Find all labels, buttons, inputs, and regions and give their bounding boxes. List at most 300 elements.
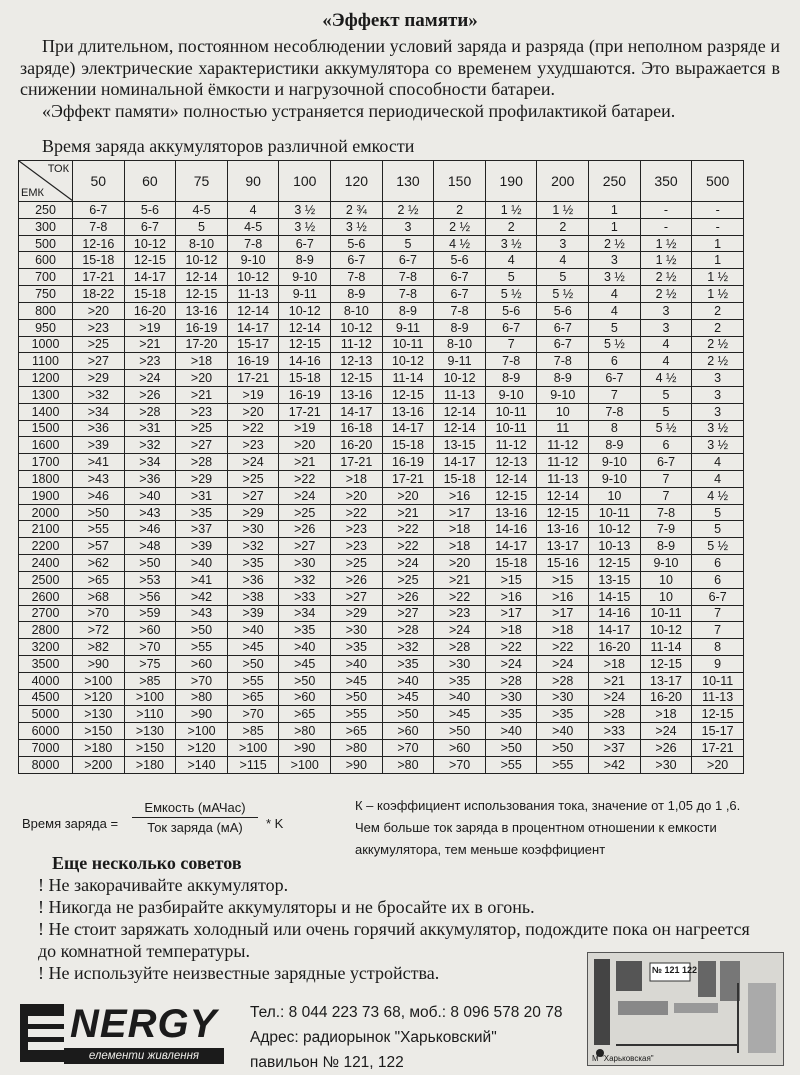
charge-time-cell: >150 <box>73 723 125 740</box>
charge-time-cell: >45 <box>227 639 279 656</box>
charge-time-cell: 5 <box>692 521 744 538</box>
charge-time-cell: >33 <box>279 588 331 605</box>
charge-time-cell: >20 <box>227 403 279 420</box>
charge-time-cell: >23 <box>227 437 279 454</box>
charge-time-cell: 4 <box>640 336 692 353</box>
tip-item: ! Не используйте неизвестные зарядные устройства. <box>38 963 440 983</box>
intro-paragraph-1: При длительном, постоянном несоблюдении условий заряда и разряда (при неполном разряде и заряде) электрические характеристики аккумулятора со временем ухудшаются. Это выражается в снижении номинальной ёмкости и нагрузочной способности батареи. <box>20 36 780 99</box>
row-header-capacity: 3500 <box>19 655 73 672</box>
row-header-capacity: 1000 <box>19 336 73 353</box>
charge-time-cell: 7-8 <box>537 353 589 370</box>
charge-time-cell: >23 <box>124 353 176 370</box>
charge-time-cell: 5 ½ <box>537 286 589 303</box>
charge-time-cell: 1 <box>692 235 744 252</box>
charge-time-cell: 15-18 <box>124 286 176 303</box>
charge-time-cell: >55 <box>227 672 279 689</box>
charge-time-cell: 5-6 <box>485 302 537 319</box>
charge-time-cell: >23 <box>331 521 383 538</box>
charge-time-cell: 7-8 <box>382 269 434 286</box>
charge-time-cell: 12-14 <box>279 319 331 336</box>
row-header-capacity: 1600 <box>19 437 73 454</box>
charge-time-cell: >150 <box>124 740 176 757</box>
charge-time-cell: 2 ½ <box>589 235 641 252</box>
charge-time-cell: >17 <box>434 504 486 521</box>
charge-time-cell: >37 <box>176 521 228 538</box>
charge-time-cell: >27 <box>176 437 228 454</box>
table-row <box>19 286 744 303</box>
charge-time-cell: 16-20 <box>331 437 383 454</box>
charge-time-cell: >30 <box>279 555 331 572</box>
charge-time-cell: 17-20 <box>176 336 228 353</box>
charge-time-cell: >24 <box>434 622 486 639</box>
charge-time-cell: 9 <box>692 655 744 672</box>
charge-time-cell: 14-16 <box>589 605 641 622</box>
row-header-capacity: 1700 <box>19 454 73 471</box>
charge-time-cell: 10-12 <box>589 521 641 538</box>
charge-time-cell: 4 <box>589 286 641 303</box>
column-header-current: 150 <box>434 161 486 202</box>
charge-time-cell: >17 <box>485 605 537 622</box>
charge-time-cell: 8-10 <box>331 302 383 319</box>
charge-time-cell: >24 <box>485 655 537 672</box>
charge-time-cell: 3 <box>692 370 744 387</box>
charge-time-cell: 11-12 <box>537 454 589 471</box>
charge-time-cell: >50 <box>176 622 228 639</box>
charge-time-cell: 5 <box>176 218 228 235</box>
charge-time-cell: >15 <box>537 571 589 588</box>
charge-time-cell: 16-19 <box>227 353 279 370</box>
charge-time-cell: >120 <box>73 689 125 706</box>
row-header-capacity: 500 <box>19 235 73 252</box>
table-row <box>19 571 744 588</box>
charge-time-cell: >40 <box>279 639 331 656</box>
charge-time-cell: 1 ½ <box>692 269 744 286</box>
charge-time-cell: 12-15 <box>640 655 692 672</box>
charge-time-cell: 5 ½ <box>589 336 641 353</box>
charge-time-cell: 14-17 <box>227 319 279 336</box>
charge-time-cell: >80 <box>279 723 331 740</box>
charge-time-cell: 14-17 <box>382 420 434 437</box>
charge-time-cell: 5 <box>589 319 641 336</box>
charge-time-cell: >33 <box>589 723 641 740</box>
charge-time-cell: >40 <box>176 555 228 572</box>
charge-time-cell: 6-7 <box>279 235 331 252</box>
charge-time-cell: 4 ½ <box>640 370 692 387</box>
charge-time-cell: >80 <box>176 689 228 706</box>
row-header-capacity: 5000 <box>19 706 73 723</box>
column-header-current: 50 <box>73 161 125 202</box>
charge-time-cell: >22 <box>434 588 486 605</box>
charge-time-cell: 14-17 <box>124 269 176 286</box>
charge-time-cell: >26 <box>279 521 331 538</box>
charge-time-cell: >130 <box>124 723 176 740</box>
row-header-capacity: 700 <box>19 269 73 286</box>
tip-item: ! Никогда не разбирайте аккумуляторы и не бросайте их в огонь. <box>38 897 535 917</box>
charge-time-cell: >60 <box>279 689 331 706</box>
charge-time-cell: 14-16 <box>279 353 331 370</box>
charge-time-cell: >24 <box>589 689 641 706</box>
charge-time-cell: >90 <box>73 655 125 672</box>
column-header-current: 60 <box>124 161 176 202</box>
row-header-capacity: 750 <box>19 286 73 303</box>
charge-time-cell: >31 <box>176 487 228 504</box>
charge-time-cell: 12-14 <box>176 269 228 286</box>
charge-time-cell: >24 <box>537 655 589 672</box>
charge-time-cell: 17-21 <box>382 471 434 488</box>
map-marker: № 121 122 <box>652 965 698 975</box>
charge-time-cell: >25 <box>331 555 383 572</box>
charge-time-cell: 3 <box>640 302 692 319</box>
row-header-capacity: 2100 <box>19 521 73 538</box>
charge-time-cell: >32 <box>382 639 434 656</box>
column-header-current: 120 <box>331 161 383 202</box>
charge-time-cell: >60 <box>382 723 434 740</box>
table-corner-cell <box>19 161 73 202</box>
charge-time-cell: 12-16 <box>73 235 125 252</box>
charge-time-cell: 16-20 <box>589 639 641 656</box>
charge-time-cell: >24 <box>124 370 176 387</box>
charge-time-cell: 13-15 <box>434 437 486 454</box>
charge-time-cell: 8-9 <box>537 370 589 387</box>
charge-time-cell: 4 <box>227 202 279 219</box>
charge-time-cell: >70 <box>73 605 125 622</box>
charge-time-cell: 12-15 <box>382 386 434 403</box>
charge-time-cell: 12-15 <box>176 286 228 303</box>
charge-time-cell: >25 <box>73 336 125 353</box>
charge-time-cell: >140 <box>176 756 228 773</box>
row-header-capacity: 300 <box>19 218 73 235</box>
charge-time-cell: 5-6 <box>331 235 383 252</box>
charge-time-cell: >15 <box>485 571 537 588</box>
charge-time-cell: 4 <box>485 252 537 269</box>
charge-time-cell: >85 <box>227 723 279 740</box>
charge-time-cell: 7 <box>589 386 641 403</box>
charge-time-cell: >27 <box>279 538 331 555</box>
charge-time-cell: 10-13 <box>589 538 641 555</box>
row-header-capacity: 2800 <box>19 622 73 639</box>
charge-time-cell: 3 ½ <box>692 420 744 437</box>
charge-time-cell: >18 <box>485 622 537 639</box>
table-row <box>19 487 744 504</box>
charge-time-cell: >24 <box>640 723 692 740</box>
charge-time-cell: >30 <box>640 756 692 773</box>
charge-time-cell: >26 <box>640 740 692 757</box>
table-header-row <box>19 161 744 202</box>
charge-time-cell: >30 <box>434 655 486 672</box>
table-row <box>19 269 744 286</box>
charge-time-cell: >45 <box>331 672 383 689</box>
charge-time-cell: 6-7 <box>640 454 692 471</box>
charge-time-cell: >80 <box>331 740 383 757</box>
charge-time-cell: 8-10 <box>434 336 486 353</box>
charge-time-cell: 7-8 <box>434 302 486 319</box>
charge-time-cell: 13-15 <box>589 571 641 588</box>
charge-time-cell: 17-21 <box>331 454 383 471</box>
charge-time-cell: 15-17 <box>692 723 744 740</box>
charge-time-cell: >50 <box>485 740 537 757</box>
charge-time-cell: >25 <box>382 571 434 588</box>
charge-time-cell: >90 <box>176 706 228 723</box>
table-row <box>19 319 744 336</box>
charge-time-cell: >34 <box>73 403 125 420</box>
formula-label: Время заряда = <box>22 816 119 831</box>
charge-time-cell: >62 <box>73 555 125 572</box>
charge-time-cell: >56 <box>124 588 176 605</box>
table-row <box>19 689 744 706</box>
charge-time-cell: 3 ½ <box>279 218 331 235</box>
charge-time-cell: 4-5 <box>176 202 228 219</box>
charge-time-cell: 6-7 <box>331 252 383 269</box>
charge-time-cell: >38 <box>227 588 279 605</box>
row-header-capacity: 8000 <box>19 756 73 773</box>
charge-time-cell: 7 <box>692 605 744 622</box>
charge-time-cell: 6 <box>692 555 744 572</box>
logo-subtitle: елементи живлення <box>64 1048 224 1064</box>
charge-time-cell: >21 <box>382 504 434 521</box>
row-header-capacity: 2700 <box>19 605 73 622</box>
charge-time-cell: >70 <box>124 639 176 656</box>
charge-time-cell: 7-8 <box>485 353 537 370</box>
charge-time-cell: 6-7 <box>692 588 744 605</box>
table-row <box>19 420 744 437</box>
table-row <box>19 672 744 689</box>
charge-time-cell: >40 <box>382 672 434 689</box>
charge-time-cell: >115 <box>227 756 279 773</box>
charge-time-cell: 8-9 <box>589 437 641 454</box>
column-header-current: 75 <box>176 161 228 202</box>
charge-time-cell: 12-13 <box>331 353 383 370</box>
charge-time-cell: 13-16 <box>485 504 537 521</box>
charge-time-cell: 16-18 <box>331 420 383 437</box>
charge-time-cell: >42 <box>176 588 228 605</box>
charge-time-cell: >18 <box>176 353 228 370</box>
charge-time-cell: >20 <box>692 756 744 773</box>
charge-time-cell: >70 <box>176 672 228 689</box>
table-row <box>19 235 744 252</box>
charge-time-cell: 13-16 <box>331 386 383 403</box>
charge-time-cell: >110 <box>124 706 176 723</box>
charge-time-cell: 16-19 <box>279 386 331 403</box>
charge-time-cell: >40 <box>537 723 589 740</box>
row-header-capacity: 600 <box>19 252 73 269</box>
charge-time-cell: 5-6 <box>434 252 486 269</box>
charge-time-cell: 10-11 <box>485 403 537 420</box>
charge-time-cell: 11-14 <box>382 370 434 387</box>
table-row <box>19 454 744 471</box>
charge-time-cell: >41 <box>73 454 125 471</box>
coefficient-note: К – коэффициент использования тока, значение от 1,05 до 1 ,6. Чем больше ток заряда в процентном отношении к емкости аккумулятора, тем меньше коэффициент <box>355 798 741 857</box>
charge-time-cell: >36 <box>227 571 279 588</box>
charge-time-cell: 15-18 <box>73 252 125 269</box>
charge-time-cell: >24 <box>382 555 434 572</box>
charge-time-cell: 12-14 <box>227 302 279 319</box>
row-header-capacity: 2500 <box>19 571 73 588</box>
charge-time-cell: >18 <box>331 471 383 488</box>
charge-time-cell: >20 <box>279 437 331 454</box>
charge-time-cell: 4 <box>692 471 744 488</box>
charge-time-cell: >19 <box>124 319 176 336</box>
charge-time-cell: >28 <box>434 639 486 656</box>
charge-time-cell: 3 ½ <box>589 269 641 286</box>
charge-time-cell: 17-21 <box>227 370 279 387</box>
row-header-capacity: 2600 <box>19 588 73 605</box>
table-row <box>19 538 744 555</box>
charge-time-cell: >22 <box>382 521 434 538</box>
charge-time-cell: >22 <box>279 471 331 488</box>
charge-time-cell: 4 ½ <box>434 235 486 252</box>
charge-time-cell: 10-12 <box>331 319 383 336</box>
charge-time-cell: >18 <box>640 706 692 723</box>
table-row <box>19 437 744 454</box>
charge-time-cell: 1 ½ <box>692 286 744 303</box>
charge-time-cell: >34 <box>124 454 176 471</box>
charge-time-cell: >32 <box>279 571 331 588</box>
charge-time-cell: 2 ½ <box>640 286 692 303</box>
charge-time-cell: >35 <box>382 655 434 672</box>
charge-time-cell: >120 <box>176 740 228 757</box>
table-row <box>19 471 744 488</box>
charge-time-cell: 2 ½ <box>640 269 692 286</box>
table-row <box>19 605 744 622</box>
contact-address: Адрес: радиорынок "Харьковский" <box>250 1029 497 1046</box>
charge-time-cell: >20 <box>382 487 434 504</box>
table-row <box>19 302 744 319</box>
charge-time-cell: 5 <box>537 269 589 286</box>
charge-time-cell: >70 <box>227 706 279 723</box>
charge-time-cell: >30 <box>537 689 589 706</box>
charge-time-table <box>18 160 744 774</box>
charge-time-cell: 3 <box>692 386 744 403</box>
charge-time-cell: >85 <box>124 672 176 689</box>
charge-time-cell: 6 <box>589 353 641 370</box>
row-header-capacity: 7000 <box>19 740 73 757</box>
charge-time-cell: 7-8 <box>589 403 641 420</box>
charge-time-cell: 5-6 <box>124 202 176 219</box>
charge-time-cell: 2 ½ <box>434 218 486 235</box>
charge-time-cell: >20 <box>434 555 486 572</box>
charge-time-cell: 8 <box>589 420 641 437</box>
charge-time-cell: >100 <box>227 740 279 757</box>
charge-time-cell: 4 <box>589 302 641 319</box>
charge-time-cell: >30 <box>485 689 537 706</box>
charge-time-cell: 11-14 <box>640 639 692 656</box>
charge-time-cell: 3 <box>692 403 744 420</box>
charge-time-cell: >29 <box>176 471 228 488</box>
charge-time-cell: 9-10 <box>640 555 692 572</box>
charge-time-cell: 5 <box>640 403 692 420</box>
charge-time-cell: 2 <box>485 218 537 235</box>
charge-time-cell: 7 <box>485 336 537 353</box>
charge-time-cell: >100 <box>124 689 176 706</box>
charge-time-cell: 12-15 <box>589 555 641 572</box>
charge-time-cell: >28 <box>382 622 434 639</box>
charge-time-cell: >70 <box>382 740 434 757</box>
charge-time-cell: 14-17 <box>434 454 486 471</box>
charge-time-cell: >34 <box>279 605 331 622</box>
charge-time-cell: 10-12 <box>124 235 176 252</box>
charge-time-cell: 2 <box>434 202 486 219</box>
charge-time-cell: 5 <box>692 504 744 521</box>
charge-time-cell: 6-7 <box>485 319 537 336</box>
charge-time-cell: >55 <box>331 706 383 723</box>
charge-time-cell: 7 <box>692 622 744 639</box>
charge-time-cell: 2 ½ <box>382 202 434 219</box>
charge-time-cell: 9-10 <box>279 269 331 286</box>
charge-time-cell: >40 <box>331 655 383 672</box>
charge-time-cell: >28 <box>537 672 589 689</box>
charge-time-cell: >90 <box>331 756 383 773</box>
charge-time-cell: 6-7 <box>589 370 641 387</box>
charge-time-cell: - <box>692 218 744 235</box>
charge-time-cell: 12-15 <box>537 504 589 521</box>
charge-time-cell: >60 <box>434 740 486 757</box>
charge-time-cell: >100 <box>176 723 228 740</box>
charge-time-cell: >32 <box>124 437 176 454</box>
charge-time-cell: >28 <box>485 672 537 689</box>
charge-time-cell: 6 <box>692 571 744 588</box>
charge-time-cell: 3 ½ <box>485 235 537 252</box>
intro-paragraph-2: «Эффект памяти» полностью устраняется периодической профилактикой батареи. <box>42 100 676 121</box>
charge-time-cell: 3 <box>589 252 641 269</box>
charge-time-cell: 3 ½ <box>331 218 383 235</box>
charge-time-cell: 12-15 <box>692 706 744 723</box>
charge-time-cell: 7-8 <box>227 235 279 252</box>
charge-time-cell: 5 ½ <box>485 286 537 303</box>
charge-time-cell: 12-15 <box>279 336 331 353</box>
charge-time-cell: >75 <box>124 655 176 672</box>
charge-time-cell: >59 <box>124 605 176 622</box>
row-header-capacity: 1400 <box>19 403 73 420</box>
charge-time-cell: 2 ½ <box>692 353 744 370</box>
charge-time-cell: >21 <box>124 336 176 353</box>
charge-time-cell: 16-20 <box>640 689 692 706</box>
charge-time-cell: >26 <box>331 571 383 588</box>
charge-time-cell: 2 <box>537 218 589 235</box>
charge-time-cell: 7-8 <box>382 286 434 303</box>
charge-time-cell: - <box>692 202 744 219</box>
charge-time-cell: >65 <box>227 689 279 706</box>
charge-time-cell: 4 <box>640 353 692 370</box>
charge-time-cell: >45 <box>279 655 331 672</box>
charge-time-cell: >24 <box>227 454 279 471</box>
charge-time-cell: 15-18 <box>434 471 486 488</box>
charge-time-cell: 12-14 <box>434 420 486 437</box>
charge-time-cell: >39 <box>176 538 228 555</box>
charge-time-cell: >43 <box>176 605 228 622</box>
charge-time-cell: 15-17 <box>227 336 279 353</box>
charge-time-cell: 13-17 <box>537 538 589 555</box>
charge-time-cell: 10-11 <box>485 420 537 437</box>
table-row <box>19 622 744 639</box>
charge-time-cell: 14-16 <box>485 521 537 538</box>
row-header-capacity: 4000 <box>19 672 73 689</box>
charge-time-cell: 10 <box>640 588 692 605</box>
charge-time-cell: >20 <box>331 487 383 504</box>
row-header-capacity: 3200 <box>19 639 73 656</box>
charge-time-cell: >43 <box>73 471 125 488</box>
row-header-capacity: 1500 <box>19 420 73 437</box>
column-header-current: 200 <box>537 161 589 202</box>
charge-time-cell: >18 <box>434 521 486 538</box>
charge-time-cell: 11-12 <box>485 437 537 454</box>
charge-time-cell: 18-22 <box>73 286 125 303</box>
charge-time-cell: >50 <box>227 655 279 672</box>
column-header-current: 100 <box>279 161 331 202</box>
charge-time-cell: >40 <box>227 622 279 639</box>
charge-time-cell: >21 <box>176 386 228 403</box>
charge-time-cell: 6-7 <box>537 336 589 353</box>
charge-time-cell: 11-12 <box>537 437 589 454</box>
